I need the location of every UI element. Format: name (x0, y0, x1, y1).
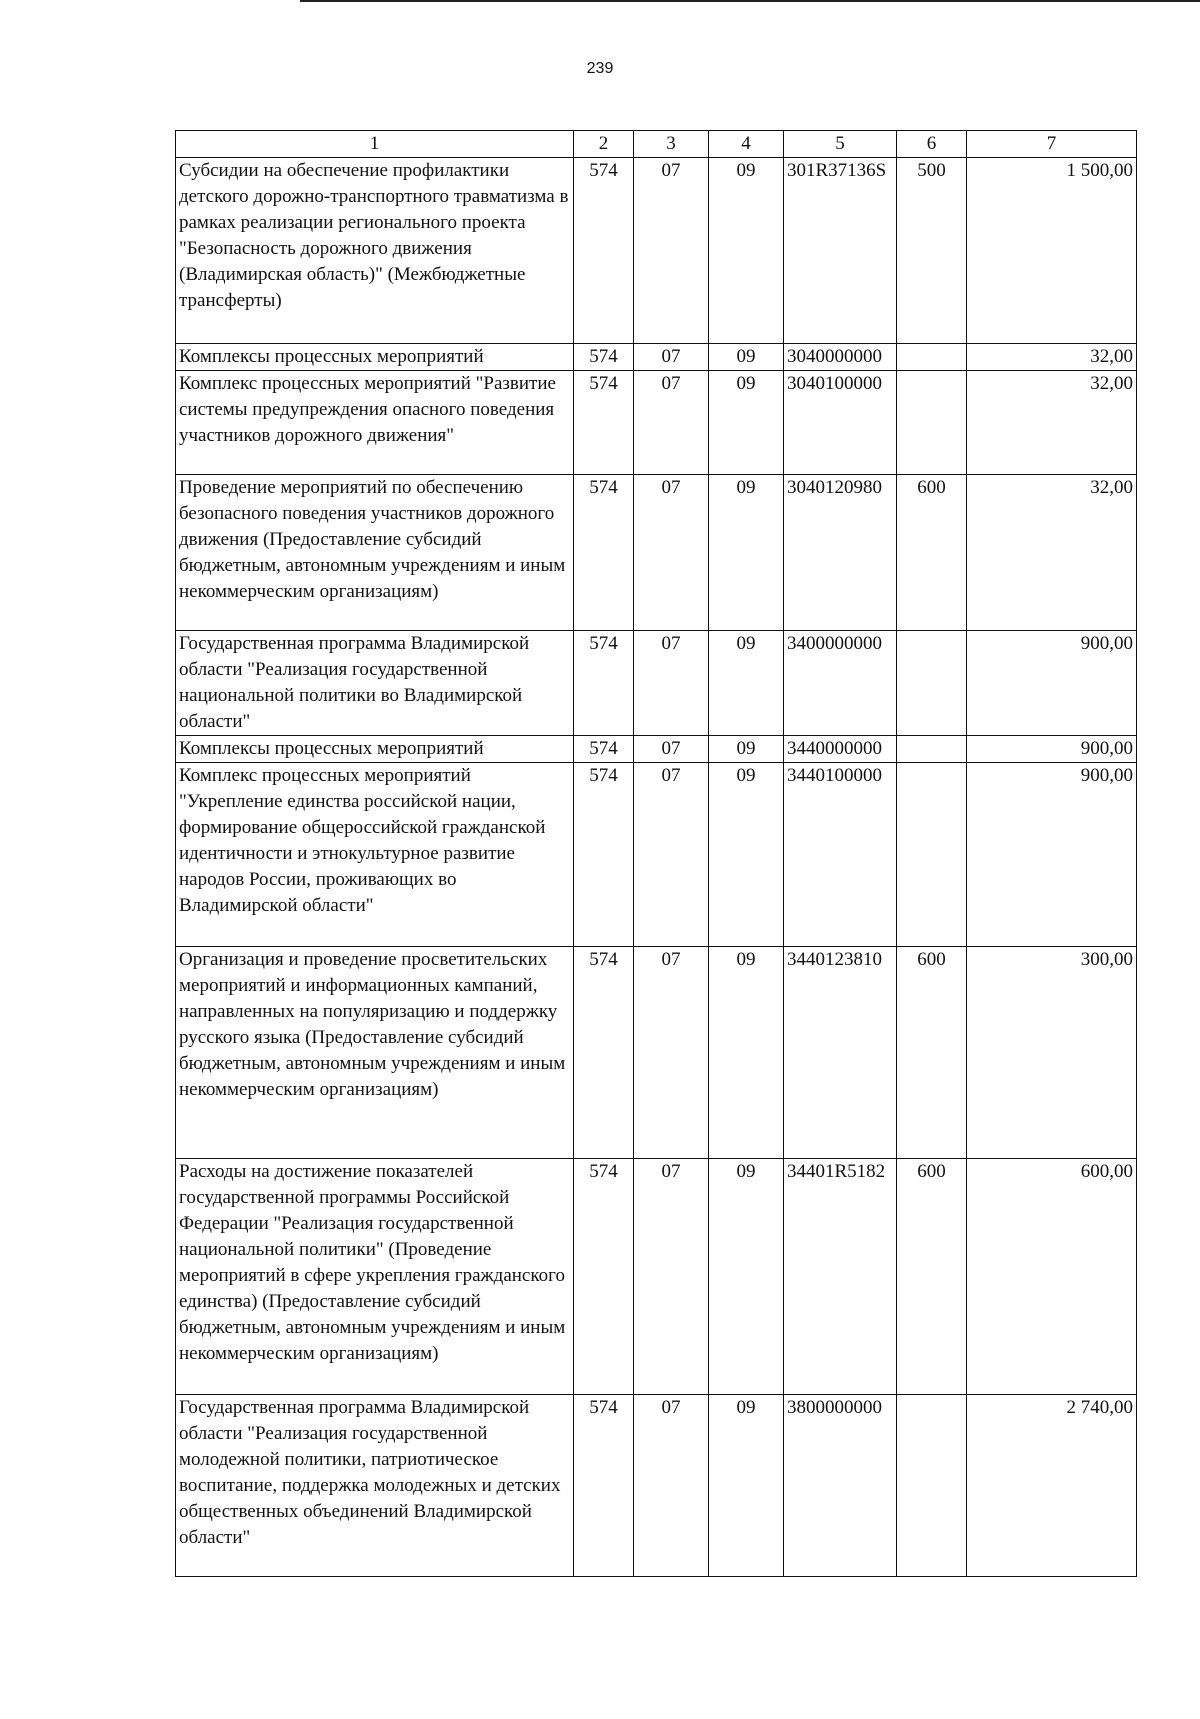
target-article-code: 3440100000 (784, 763, 897, 947)
amount: 900,00 (967, 736, 1137, 763)
expense-type-code (897, 371, 967, 475)
target-article-code: 3040000000 (784, 344, 897, 371)
subsection-code: 09 (709, 1395, 784, 1577)
expense-name: Государственная программа Владимирской области "Реализация государственной национальной политики во Владимирской области" (176, 631, 574, 736)
expense-type-code: 500 (897, 158, 967, 344)
expense-name: Расходы на достижение показателей государственной программы Российской Федерации "Реализация государственной национальной политики" (Проведение мероприятий в сфере укрепления гражданского единства) (Предоставление субсидий бюджетным, автономным учреждениям и иным некоммерческим организациям) (176, 1159, 574, 1395)
table-row (176, 158, 1137, 344)
target-article-code: 3440000000 (784, 736, 897, 763)
grbs-code: 574 (574, 1159, 634, 1395)
section-code: 07 (634, 736, 709, 763)
grbs-code: 574 (574, 736, 634, 763)
table-row (176, 371, 1137, 475)
header-cell: 6 (897, 131, 967, 158)
table-row (176, 763, 1137, 947)
section-code: 07 (634, 371, 709, 475)
section-code: 07 (634, 475, 709, 631)
header-cell: 4 (709, 131, 784, 158)
expense-type-code (897, 344, 967, 371)
grbs-code: 574 (574, 475, 634, 631)
grbs-code: 574 (574, 1395, 634, 1577)
table-row (176, 1395, 1137, 1577)
amount: 900,00 (967, 763, 1137, 947)
expense-type-code (897, 1395, 967, 1577)
header-cell: 1 (176, 131, 574, 158)
expense-name: Комплекс процессных мероприятий "Развитие системы предупреждения опасного поведения участников дорожного движения" (176, 371, 574, 475)
subsection-code: 09 (709, 158, 784, 344)
page-number: 239 (586, 60, 614, 77)
grbs-code: 574 (574, 158, 634, 344)
grbs-code: 574 (574, 947, 634, 1159)
section-code: 07 (634, 344, 709, 371)
amount: 300,00 (967, 947, 1137, 1159)
table-row (176, 1159, 1137, 1395)
budget-table (175, 130, 1137, 1577)
header-row (176, 131, 1137, 158)
subsection-code: 09 (709, 631, 784, 736)
target-article-code: 3440123810 (784, 947, 897, 1159)
section-code: 07 (634, 1159, 709, 1395)
expense-type-code (897, 763, 967, 947)
subsection-code: 09 (709, 371, 784, 475)
amount: 900,00 (967, 631, 1137, 736)
section-code: 07 (634, 947, 709, 1159)
table-row (176, 631, 1137, 736)
expense-name: Государственная программа Владимирской области "Реализация государственной молодежной политики, патриотическое воспитание, поддержка молодежных и детских общественных объединений Владимирской области" (176, 1395, 574, 1577)
target-article-code: 3800000000 (784, 1395, 897, 1577)
expense-name: Комплекс процессных мероприятий "Укрепление единства российской нации, формирование общероссийской гражданской идентичности и этнокультурное развитие народов России, проживающих во Владимирской области" (176, 763, 574, 947)
expense-name: Проведение мероприятий по обеспечению безопасного поведения участников дорожного движения (Предоставление субсидий бюджетным, автономным учреждениям и иным некоммерческим организациям) (176, 475, 574, 631)
target-article-code: 3040100000 (784, 371, 897, 475)
section-code: 07 (634, 631, 709, 736)
grbs-code: 574 (574, 631, 634, 736)
header-cell: 7 (967, 131, 1137, 158)
section-code: 07 (634, 763, 709, 947)
header-cell: 2 (574, 131, 634, 158)
amount: 32,00 (967, 371, 1137, 475)
subsection-code: 09 (709, 763, 784, 947)
header-cell: 5 (784, 131, 897, 158)
amount: 1 500,00 (967, 158, 1137, 344)
header-cell: 3 (634, 131, 709, 158)
subsection-code: 09 (709, 736, 784, 763)
grbs-code: 574 (574, 371, 634, 475)
expense-type-code: 600 (897, 947, 967, 1159)
table-row (176, 344, 1137, 371)
top-border-line (300, 0, 1200, 2)
subsection-code: 09 (709, 947, 784, 1159)
target-article-code: 301R37136S (784, 158, 897, 344)
target-article-code: 3400000000 (784, 631, 897, 736)
target-article-code: 34401R5182 (784, 1159, 897, 1395)
grbs-code: 574 (574, 763, 634, 947)
expense-name: Субсидии на обеспечение профилактики детского дорожно-транспортного травматизма в рамках реализации регионального проекта "Безопасность дорожного движения (Владимирская область)" (Межбюджетные трансферты) (176, 158, 574, 344)
section-code: 07 (634, 1395, 709, 1577)
table-row (176, 475, 1137, 631)
amount: 32,00 (967, 344, 1137, 371)
grbs-code: 574 (574, 344, 634, 371)
amount: 2 740,00 (967, 1395, 1137, 1577)
expense-name: Организация и проведение просветительских мероприятий и информационных кампаний, направленных на популяризацию и поддержку русского языка (Предоставление субсидий бюджетным, автономным учреждениям и иным некоммерческим организациям) (176, 947, 574, 1159)
expense-type-code: 600 (897, 475, 967, 631)
expense-type-code: 600 (897, 1159, 967, 1395)
expense-type-code (897, 736, 967, 763)
table-row (176, 947, 1137, 1159)
expense-name: Комплексы процессных мероприятий (176, 736, 574, 763)
target-article-code: 3040120980 (784, 475, 897, 631)
subsection-code: 09 (709, 1159, 784, 1395)
subsection-code: 09 (709, 475, 784, 631)
expense-type-code (897, 631, 967, 736)
subsection-code: 09 (709, 344, 784, 371)
table-row (176, 736, 1137, 763)
section-code: 07 (634, 158, 709, 344)
amount: 32,00 (967, 475, 1137, 631)
amount: 600,00 (967, 1159, 1137, 1395)
expense-name: Комплексы процессных мероприятий (176, 344, 574, 371)
